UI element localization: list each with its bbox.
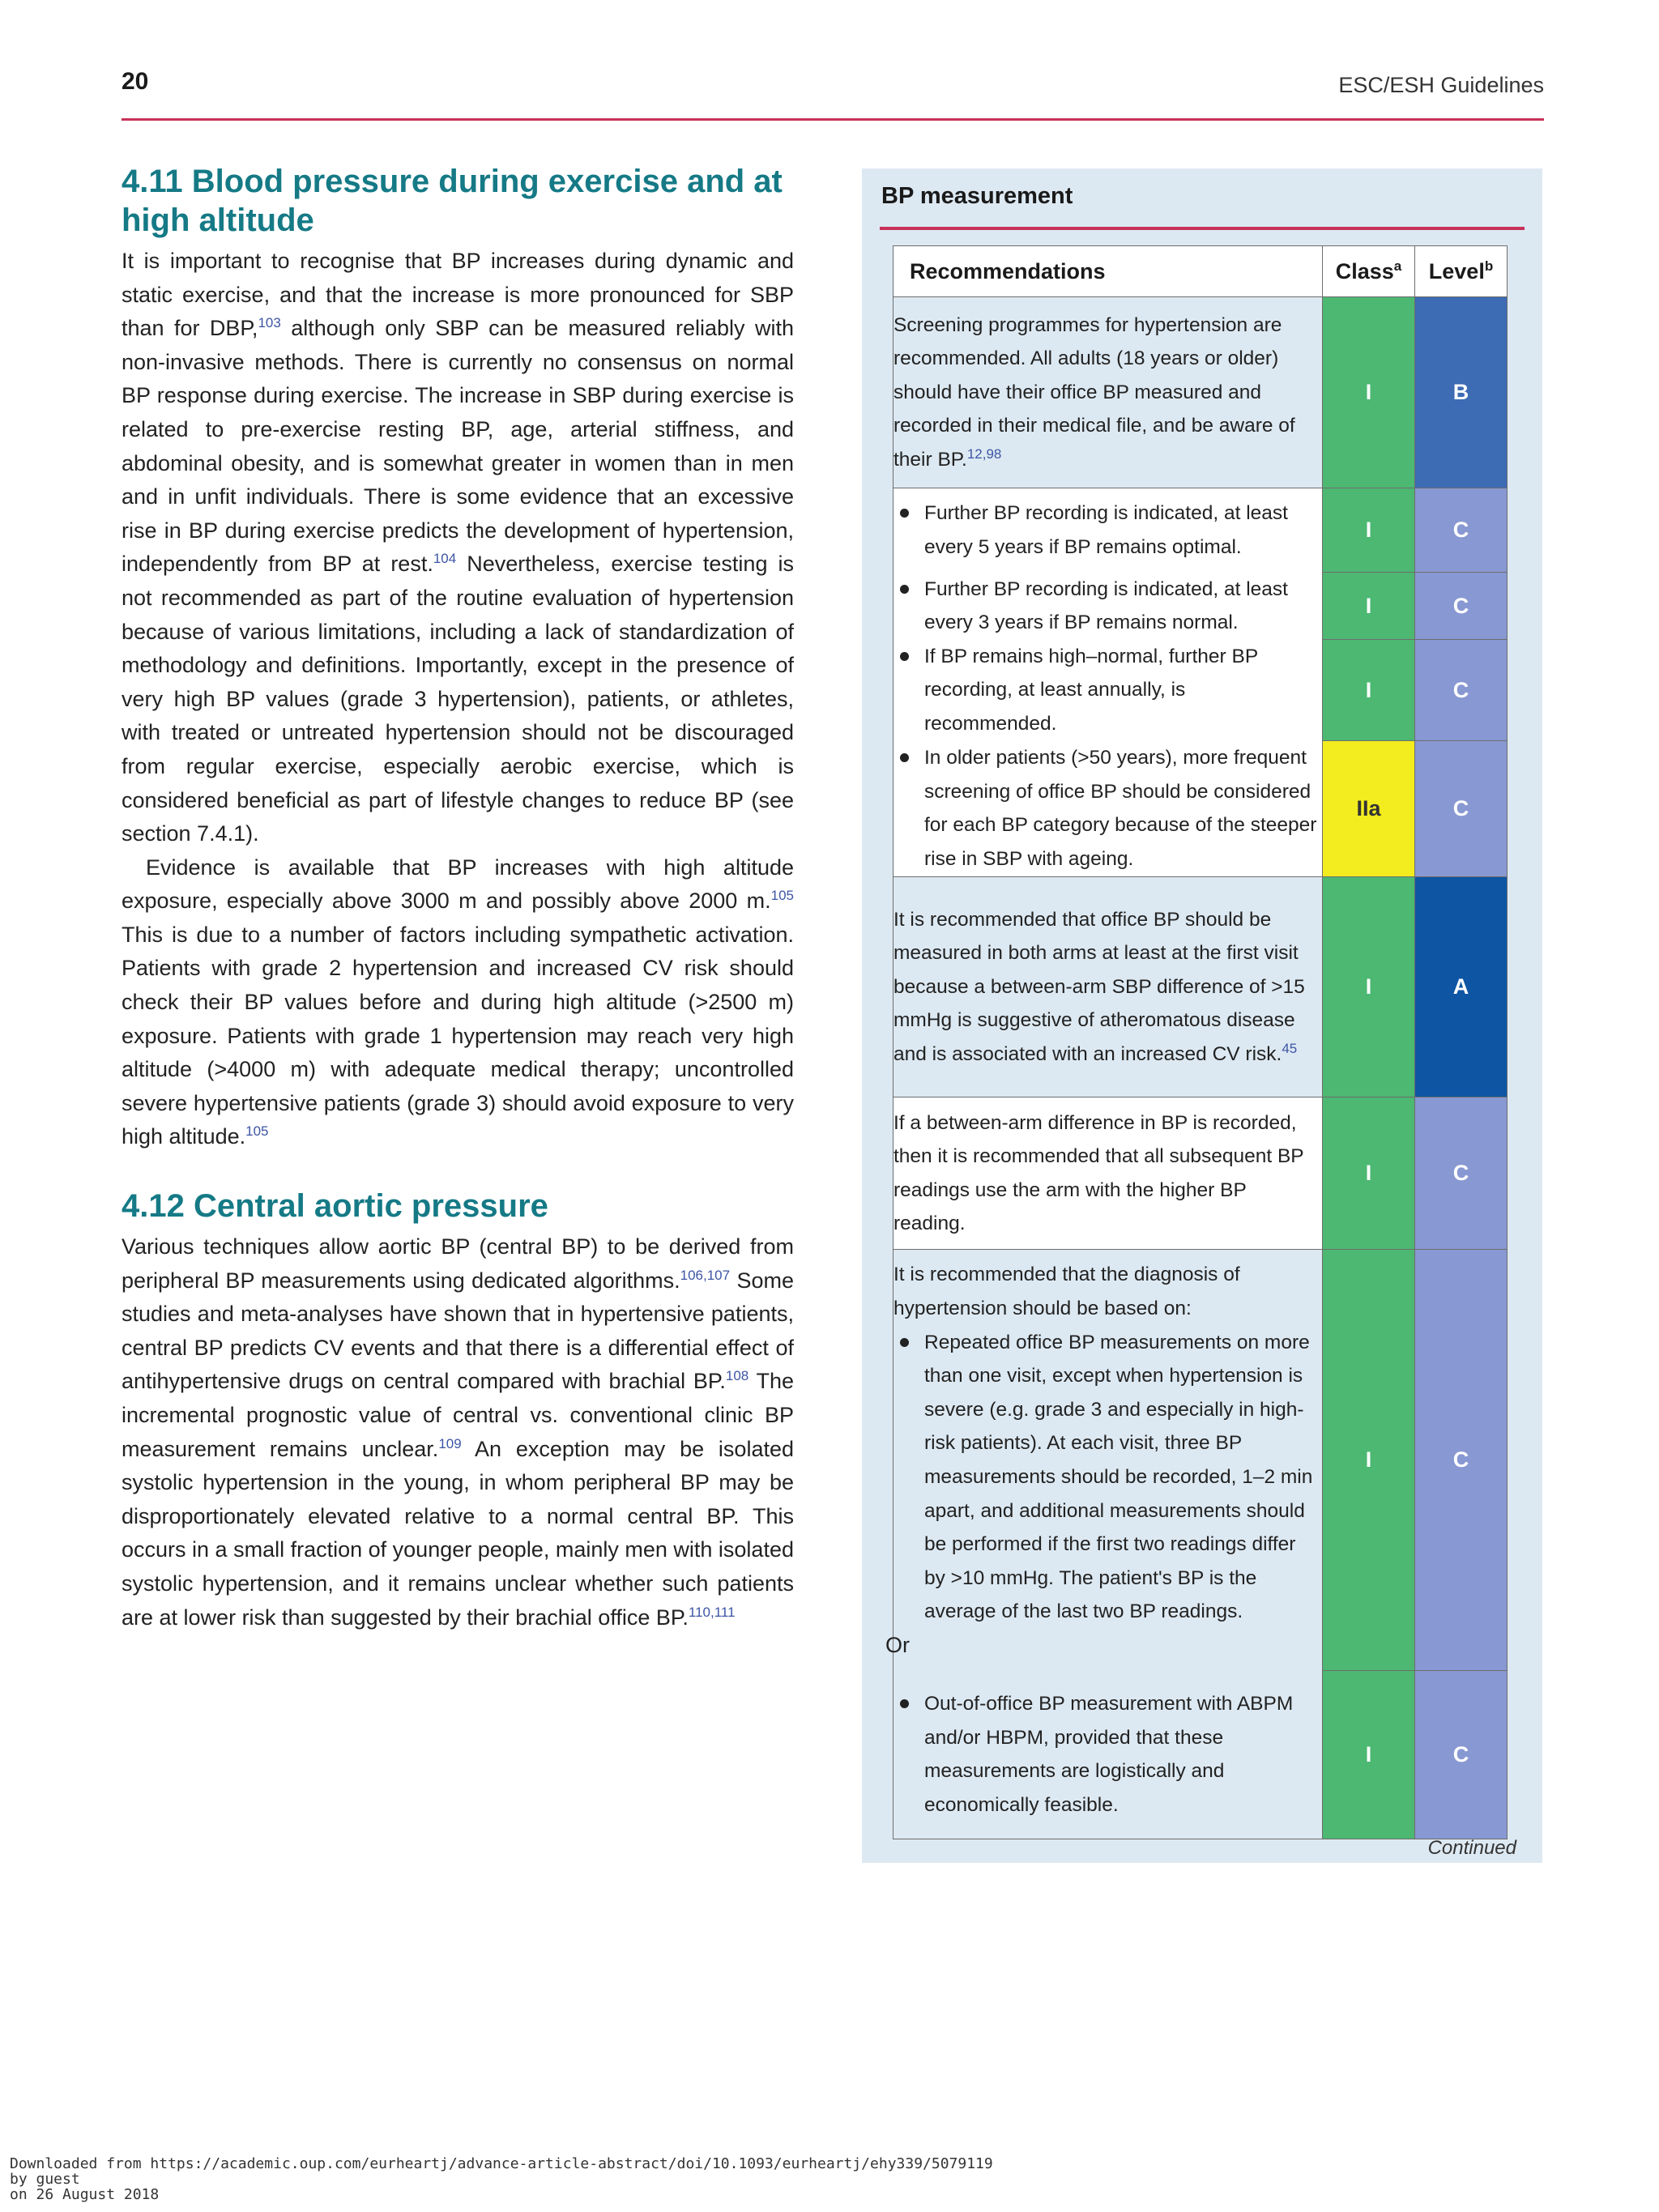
footer-line: on 26 August 2018 [10,2186,160,2203]
table-row [893,877,1508,1097]
level-badge: C [1415,488,1508,573]
table-row [893,640,1508,741]
citation-link[interactable]: 104 [433,551,457,567]
download-footer [10,2156,993,2202]
recommendation-text: Further BP recording is indicated, at least every 3 years if BP remains normal. [893,573,1323,640]
recommendations-table [885,245,1508,1839]
class-badge: IIa [1323,741,1415,877]
recommendations-box [862,168,1542,1863]
class-badge: I [1323,1097,1415,1250]
citation-link[interactable]: 103 [258,315,281,331]
class-badge: I [1323,573,1415,640]
citation-link[interactable]: 109 [438,1435,462,1451]
level-badge: C [1415,1671,1508,1839]
class-badge: I [1323,1671,1415,1839]
citation-link[interactable]: 12,98 [966,445,1002,462]
level-badge: C [1415,640,1508,741]
citation-link[interactable]: 45 [1282,1040,1298,1056]
header-class: Class$^a$ [1323,246,1415,297]
table-row [893,1097,1508,1250]
header-level: Level$^b$ [1415,246,1508,297]
citation-link[interactable]: 105 [245,1123,269,1140]
level-badge: C [1415,741,1508,877]
section-title-4-12: 4.12 Central aortic pressure [122,1188,548,1225]
recommendation-text: If a between-arm difference in BP is recorded, then it is recommended that all subsequent BP readings use the arm with the higher BP reading. [893,1097,1323,1250]
or-label: Or [885,1632,910,1657]
class-badge: I [1323,877,1415,1097]
recommendation-text: In older patients (>50 years), more frequent screening of office BP should be considered for each BP category because of the steeper rise in SBP with ageing. [893,741,1323,877]
box-divider [880,227,1525,230]
table-header-row [893,246,1508,297]
page-number: 20 [122,68,149,95]
paragraph: Evidence is available that BP increases with high altitude exposure, especially above 3000 m and possibly above 2000 m.$^{105}$ This is due to a number of factors including sympathetic activation. Patients with grade 2 hypertension and increased CV risk should check their BP values before and during high altitude (>2500 m) exposure. Patients with grade 1 hypertension may reach very high altitude (>4000 m) with adequate medical therapy; uncontrolled severe hypertensive patients (grade 3) should avoid exposure to very high altitude.$^{105}$ [122,855,794,1149]
table-row [893,573,1508,640]
journal-name: ESC/ESH Guidelines [1338,73,1544,97]
citation-link[interactable]: 106,107 [680,1267,731,1283]
citation-link[interactable]: 105 [770,888,794,904]
footer-line: by guest [10,2171,80,2188]
recommendation-text: Further BP recording is indicated, at least every 5 years if BP remains optimal. [893,488,1323,573]
recommendation-text: It is recommended that the diagnosis of hypertension should be based on: Repeated office BP measurements on more than one visit, except when hypertension is severe (e.g. grade 3 and especially in high-risk patients). At each visit, three BP measurements should be recorded, 1–2 min apart, and additional measurements should be performed if the first two readings differ by >10 mmHg. The patient's BP is the average of the last two BP readings. Or [893,1250,1323,1671]
class-badge: I [1323,488,1415,573]
page-header [122,68,1544,121]
level-badge: B [1415,297,1508,488]
table-row [893,741,1508,877]
level-badge: A [1415,877,1508,1097]
header-recommendations: Recommendations [893,246,1323,297]
paragraph: It is important to recognise that BP increases during dynamic and static exercise, and that the increase is more pronounced for SBP than for DBP,$^{103}$ although only SBP can be measured reliably with non-invasive methods. There is currently no consensus on normal BP response during exercise. The increase in SBP during exercise is related to pre-exercise resting BP, age, arterial stiffness, and abdominal obesity, and is somewhat greater in women than in men and in unfit individuals. There is some evidence that an excessive rise in BP during exercise predicts the development of hypertension, independently from BP at rest.$^{104}$ Nevertheless, exercise testing is not recommended as part of the routine evaluation of hypertension because of various limitations, including a lack of standardization of methodology and definitions. Importantly, except in the presence of very high BP values (grade 3 hypertension), patients, or athletes, with treated or untreated hypertension should not be discouraged from regular exercise, especially aerobic exercise, which is considered beneficial as part of lifestyle changes to reduce BP (see section 7.4.1). [122,249,794,846]
table-row [893,488,1508,573]
citation-link[interactable]: 110,111 [688,1604,736,1620]
level-badge: C [1415,1250,1508,1671]
citation-link[interactable]: 108 [725,1368,749,1384]
recommendation-text: Screening programmes for hypertension are recommended. All adults (18 years or older) should have their office BP measured and recorded in their medical file, and be aware of their BP.$^{12,98}$ [893,297,1323,488]
class-badge: I [1323,297,1415,488]
level-badge: C [1415,573,1508,640]
recommendation-text: It is recommended that office BP should be measured in both arms at least at the first visit because a between-arm SBP difference of >15 mmHg is suggestive of atheromatous disease and is associated with an increased CV risk.$^{45}$ [893,877,1323,1097]
footer-url[interactable]: Downloaded from https://academic.oup.com/eurheartj/advance-article-abstract/doi/10.1093/eurheartj/ehy339/5079119 [10,2155,993,2172]
section-title-4-11: 4.11 Blood pressure during exercise and at high altitude [122,164,783,238]
class-badge: I [1323,1250,1415,1671]
left-column [122,162,794,1634]
table-row [893,1671,1508,1839]
level-badge: C [1415,1097,1508,1250]
recommendation-text: If BP remains high–normal, further BP recording, at least annually, is recommended. [893,640,1323,741]
class-badge: I [1323,640,1415,741]
recommendation-text: Out-of-office BP measurement with ABPM and/or HBPM, provided that these measurements are logistically and economically feasible. [893,1671,1323,1839]
paragraph: Various techniques allow aortic BP (central BP) to be derived from peripheral BP measurements using dedicated algorithms.$^{106,107}$ Some studies and meta-analyses have shown that in hypertensive patients, central BP predicts CV events and that there is a differential effect of antihypertensive drugs on central compared with brachial BP.$^{108}$ The incremental prognostic value of central vs. conventional clinic BP measurement remains unclear.$^{109}$ An exception may be isolated systolic hypertension in the young, in whom peripheral BP may be disproportionately elevated relative to a normal central BP. This occurs in a small fraction of younger people, mainly men with isolated systolic hypertension, and it remains unclear whether such patients are at lower risk than suggested by their brachial office BP.$^{110,111}$ [122,1234,794,1630]
table-row [893,297,1508,488]
box-title: BP measurement [881,183,1073,209]
continued-label: Continued [1427,1837,1516,1859]
table-row [893,1250,1508,1671]
